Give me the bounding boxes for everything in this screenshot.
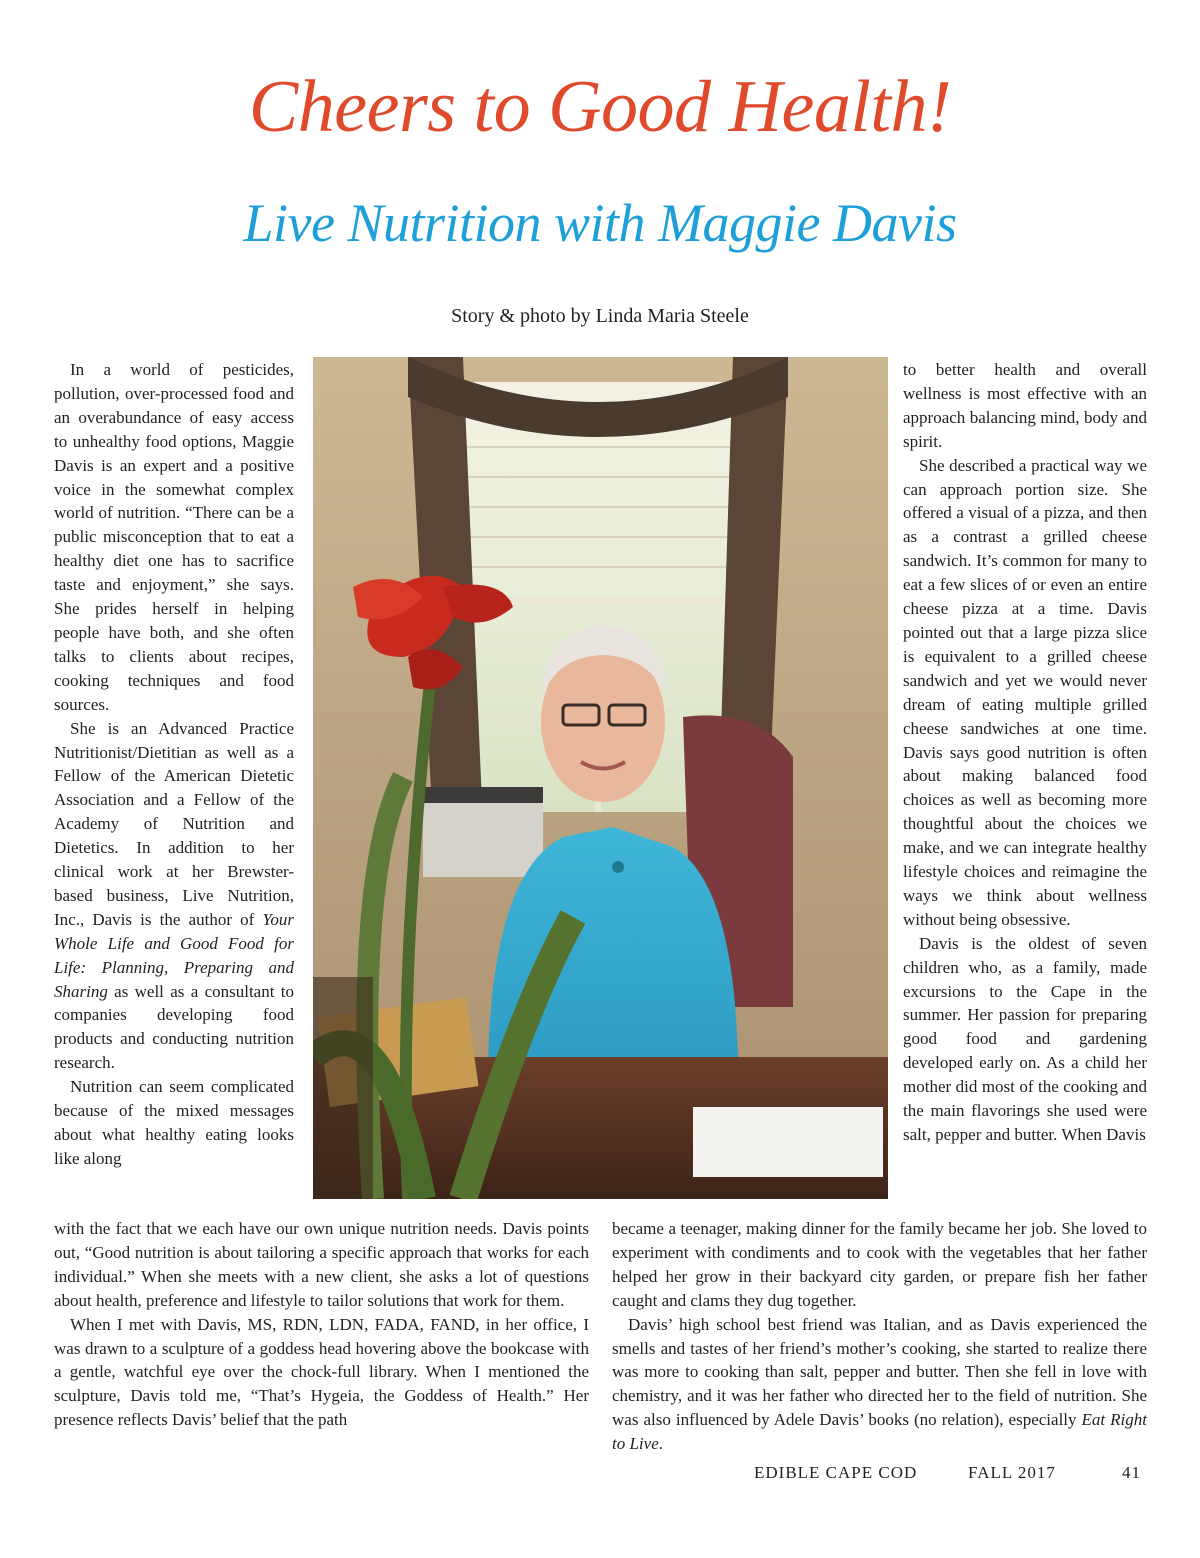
article-right-column — [903, 358, 1147, 1147]
article-photo — [313, 357, 888, 1199]
paragraph: Davis is the oldest of seven children who, as a family, made excursions to the Cape in the summer. Her passion for preparing good food and gardening developed early on. As a child her mother did most of the cooking and the main flavorings she used were salt, pepper and butter. When Davis — [903, 933, 1147, 1144]
byline: Story & photo by Linda Maria Steele — [451, 305, 749, 327]
page-subtitle: Live Nutrition with Maggie Davis — [243, 193, 957, 253]
footer-issue: FALL 2017 — [968, 1463, 1056, 1482]
paragraph: Nutrition can seem complicated because of the mixed messages about what healthy eating looks like along — [54, 1077, 294, 1168]
book-title: Eat Right to Live — [612, 1410, 1147, 1454]
paragraph: with the fact that we each have our own unique nutrition needs. Davis points out, “Good nutrition is about tailoring a specific approach that works for each individual.” When she meets with a new client, she asks a lot of questions about health, preference and lifestyle to tailor solutions that work for them. — [54, 1219, 589, 1310]
footer-publication: EDIBLE CAPE COD — [754, 1463, 918, 1482]
book-title: Your Whole Life and Good Food for Life: Planning, Preparing and Sharing — [54, 909, 294, 1001]
page-title: Cheers to Good Health! — [248, 66, 952, 148]
paragraph-text: She is an Advanced Practice Nutritionist/Dietitian as well as a Fellow of the American Dietetic Association and a Fellow of the Academy of Nutrition and Dietetics. In addition to her clinical work at her Brewster-based business, Live Nutrition, Inc., Davis is the author of — [54, 718, 294, 929]
paragraph-text: . — [658, 1434, 663, 1454]
paragraph: She described a practical way we can approach portion size. She offered a visual of a pizza, and then as a contrast a grilled cheese sandwich. It’s common for many to eat a few slices of or even an entire cheese pizza at a time. Davis pointed out that a large pizza slice is equivalent to a grilled cheese sandwich and yet we would never dream of eating multiple grilled cheese sandwiches at one time. Davis says good nutrition is often about making balanced food choices as well as becoming more thoughtful about the choices we make, and we can integrate healthy lifestyle choices and reimagine the ways we think about wellness without being obsessive. — [903, 455, 1147, 929]
article-bottom-right-column — [612, 1217, 1147, 1456]
paragraph: became a teenager, making dinner for the family became her job. She loved to experiment with condiments and to cook with the vegetables that her father helped her grow in their backyard city garden, or prepare fish her father caught and clams they dug together. — [612, 1219, 1147, 1310]
portrait-photo — [313, 357, 888, 1199]
paragraph — [612, 1313, 1147, 1456]
paragraph-text: Davis’ high school best friend was Italian, and as Davis experienced the smells and tastes of her friend’s mother’s cooking, she started to realize there was more to cooking than salt, pepper and butter. Then she fell in love with chemistry, and it was her father who directed her to the field of nutrition. She was also influenced by Adele Davis’ books (no relation), especially — [612, 1314, 1147, 1430]
paragraph-text: as well as a consultant to companies developing food products and conducting nutrition research. — [54, 981, 294, 1073]
page-number: 41 — [1122, 1463, 1141, 1482]
paragraph: When I met with Davis, MS, RDN, LDN, FADA, FAND, in her office, I was drawn to a sculpture of a goddess head hovering above the bookcase with a gentle, watchful eye over the chock-full library. When I mentioned the sculpture, Davis told me, “That’s Hygeia, the Goddess of Health.” Her presence reflects Davis’ belief that the path — [54, 1314, 589, 1430]
paragraph: to better health and overall wellness is most effective with an approach balancing mind, body and spirit. — [903, 360, 1147, 451]
article-bottom-left-column — [54, 1217, 589, 1432]
paragraph: In a world of pesticides, pollution, over-processed food and an overabundance of easy access to unhealthy food options, Maggie Davis is an expert and a positive voice in the somewhat complex world of nutrition. “There can be a public misconception that to eat a healthy diet one has to sacrifice taste and enjoyment,” she says. She prides herself in helping people have both, and she often talks to clients about recipes, cooking techniques and food sources. — [54, 360, 294, 714]
paragraph — [54, 717, 294, 1076]
article-left-column — [54, 358, 294, 1171]
